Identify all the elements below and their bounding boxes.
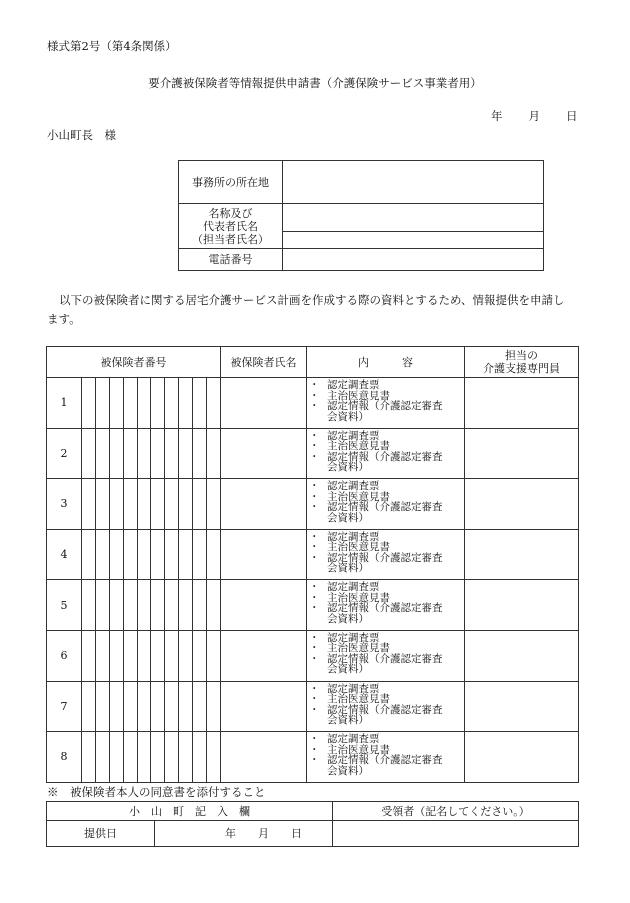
care-manager-header-line: 担当の bbox=[505, 349, 539, 362]
office-name-label-line: 名称及び bbox=[208, 206, 253, 220]
insured-number-digit-cell[interactable] bbox=[165, 732, 179, 783]
insured-number-digit-cell[interactable] bbox=[193, 580, 207, 631]
insured-number-digit-cell[interactable] bbox=[193, 428, 207, 479]
care-manager-cell[interactable] bbox=[465, 479, 579, 530]
content-item: ・ 認定調査票 bbox=[307, 684, 464, 695]
table-row bbox=[47, 630, 579, 681]
insured-number-digit-cell[interactable] bbox=[109, 681, 123, 732]
insured-number-digit-cell[interactable] bbox=[151, 428, 165, 479]
insured-number-digit-cell[interactable] bbox=[95, 529, 109, 580]
insured-name-cell[interactable] bbox=[221, 529, 307, 580]
addressee: 小山町長 様 bbox=[47, 128, 116, 142]
insured-number-digit-cell[interactable] bbox=[179, 378, 193, 429]
content-item: ・ 認定調査票 bbox=[307, 380, 464, 391]
insured-number-digit-cell[interactable] bbox=[137, 479, 151, 530]
insured-number-digit-cell[interactable] bbox=[179, 580, 193, 631]
content-item: ・ 認定情報（介護認定審査 bbox=[307, 603, 464, 614]
content-item: 会資料） bbox=[327, 511, 370, 524]
office-name-label-line: 代表者氏名 bbox=[203, 219, 258, 233]
intro-text-line: 以下の被保険者に関する居宅介護サービス計画を作成する際の資料とするため、情報提供を申請し bbox=[59, 293, 565, 307]
insured-name-cell[interactable] bbox=[221, 681, 307, 732]
recipient-name-field[interactable] bbox=[333, 821, 579, 847]
insured-name-header: 被保険者氏名 bbox=[221, 347, 307, 378]
care-manager-header bbox=[465, 347, 579, 378]
insured-name-cell[interactable] bbox=[221, 378, 307, 429]
office-name-field[interactable] bbox=[283, 204, 544, 232]
row-number: 5 bbox=[47, 580, 82, 631]
insured-number-digit-cell[interactable] bbox=[179, 479, 193, 530]
insured-number-digit-cell[interactable] bbox=[109, 732, 123, 783]
content-item: ・ 主治医意見書 bbox=[307, 694, 464, 705]
insured-number-digit-cell[interactable] bbox=[193, 529, 207, 580]
content-item: 会資料） bbox=[327, 410, 370, 423]
insured-persons-table bbox=[46, 346, 579, 783]
insured-number-digit-cell[interactable] bbox=[207, 732, 221, 783]
office-location-field[interactable] bbox=[283, 161, 544, 204]
content-item: ・ 主治医意見書 bbox=[307, 441, 464, 452]
content-item: ・ 認定情報（介護認定審査 bbox=[307, 755, 464, 766]
insured-number-digit-cell[interactable] bbox=[123, 732, 137, 783]
content-item: 会資料） bbox=[327, 714, 370, 727]
insured-number-digit-cell[interactable] bbox=[165, 580, 179, 631]
insured-number-digit-cell[interactable] bbox=[123, 580, 137, 631]
insured-number-digit-cell[interactable] bbox=[207, 681, 221, 732]
insured-number-digit-cell[interactable] bbox=[179, 681, 193, 732]
intro-text bbox=[47, 291, 587, 329]
content-cell bbox=[307, 580, 465, 631]
insured-name-cell[interactable] bbox=[221, 732, 307, 783]
insured-number-digit-cell[interactable] bbox=[179, 630, 193, 681]
content-cell bbox=[307, 732, 465, 783]
application-date bbox=[491, 108, 578, 124]
content-list bbox=[307, 582, 464, 624]
insured-number-digit-cell[interactable] bbox=[151, 529, 165, 580]
insured-number-digit-cell[interactable] bbox=[95, 378, 109, 429]
insured-number-digit-cell[interactable] bbox=[95, 580, 109, 631]
insured-number-digit-cell[interactable] bbox=[207, 378, 221, 429]
content-item: ・ 認定情報（介護認定審査 bbox=[307, 502, 464, 513]
provision-date-label: 提供日 bbox=[47, 821, 155, 847]
care-manager-cell[interactable] bbox=[465, 630, 579, 681]
date-year-label: 年 bbox=[491, 109, 503, 123]
intro-text-line: ます。 bbox=[47, 312, 81, 326]
care-manager-cell[interactable] bbox=[465, 428, 579, 479]
content-list bbox=[307, 380, 464, 422]
office-phone-label: 電話番号 bbox=[179, 249, 283, 271]
insured-number-digit-cell[interactable] bbox=[95, 630, 109, 681]
office-name-label bbox=[179, 204, 283, 249]
insured-number-digit-cell[interactable] bbox=[137, 732, 151, 783]
insured-number-digit-cell[interactable] bbox=[151, 580, 165, 631]
insured-name-cell[interactable] bbox=[221, 428, 307, 479]
insured-number-digit-cell[interactable] bbox=[82, 529, 96, 580]
insured-number-digit-cell[interactable] bbox=[137, 428, 151, 479]
insured-number-digit-cell[interactable] bbox=[82, 732, 96, 783]
insured-name-cell[interactable] bbox=[221, 479, 307, 530]
attachment-note: ※ 被保険者本人の同意書を添付すること bbox=[47, 785, 266, 799]
content-item: 会資料） bbox=[327, 663, 370, 676]
insured-number-digit-cell[interactable] bbox=[82, 428, 96, 479]
office-phone-field[interactable] bbox=[283, 249, 544, 271]
insured-number-digit-cell[interactable] bbox=[207, 428, 221, 479]
insured-number-digit-cell[interactable] bbox=[179, 529, 193, 580]
table-row bbox=[47, 428, 579, 479]
insured-number-digit-cell[interactable] bbox=[179, 428, 193, 479]
row-number: 6 bbox=[47, 630, 82, 681]
town-entry-table bbox=[46, 801, 579, 847]
insured-number-digit-cell[interactable] bbox=[123, 378, 137, 429]
care-manager-cell[interactable] bbox=[465, 681, 579, 732]
provision-date-day: 日 bbox=[291, 827, 302, 840]
content-list bbox=[307, 734, 464, 776]
insured-number-digit-cell[interactable] bbox=[109, 479, 123, 530]
document-title: 要介護被保険者等情報提供申請書（介護保険サービス事業者用） bbox=[148, 76, 482, 90]
insured-number-digit-cell[interactable] bbox=[207, 529, 221, 580]
content-item: ・ 認定情報（介護認定審査 bbox=[307, 654, 464, 665]
insured-number-digit-cell[interactable] bbox=[151, 630, 165, 681]
provision-date-month: 月 bbox=[258, 827, 269, 840]
content-item: ・ 主治医意見書 bbox=[307, 391, 464, 402]
care-manager-cell[interactable] bbox=[465, 529, 579, 580]
insured-number-digit-cell[interactable] bbox=[82, 580, 96, 631]
insured-number-digit-cell[interactable] bbox=[165, 529, 179, 580]
insured-number-header: 被保険者番号 bbox=[47, 347, 221, 378]
content-cell bbox=[307, 378, 465, 429]
content-item: ・ 主治医意見書 bbox=[307, 542, 464, 553]
content-item: ・ 主治医意見書 bbox=[307, 643, 464, 654]
content-list bbox=[307, 481, 464, 523]
insured-name-cell[interactable] bbox=[221, 630, 307, 681]
content-list bbox=[307, 532, 464, 574]
insured-number-digit-cell[interactable] bbox=[165, 630, 179, 681]
insured-number-digit-cell[interactable] bbox=[137, 630, 151, 681]
content-item: 会資料） bbox=[327, 461, 370, 474]
insured-number-digit-cell[interactable] bbox=[123, 479, 137, 530]
date-month-label: 月 bbox=[528, 109, 540, 123]
content-list bbox=[307, 684, 464, 726]
insured-number-digit-cell[interactable] bbox=[123, 681, 137, 732]
row-number: 1 bbox=[47, 378, 82, 429]
content-cell bbox=[307, 630, 465, 681]
care-manager-cell[interactable] bbox=[465, 732, 579, 783]
date-day-label: 日 bbox=[566, 109, 578, 123]
row-number: 7 bbox=[47, 681, 82, 732]
content-item: ・ 認定情報（介護認定審査 bbox=[307, 401, 464, 412]
table-row bbox=[47, 378, 579, 429]
content-item: ・ 認定調査票 bbox=[307, 582, 464, 593]
content-cell bbox=[307, 681, 465, 732]
insured-number-digit-cell[interactable] bbox=[137, 529, 151, 580]
insured-number-digit-cell[interactable] bbox=[109, 529, 123, 580]
insured-number-digit-cell[interactable] bbox=[123, 529, 137, 580]
insured-number-digit-cell[interactable] bbox=[82, 479, 96, 530]
insured-number-digit-cell[interactable] bbox=[193, 378, 207, 429]
insured-number-digit-cell[interactable] bbox=[207, 580, 221, 631]
content-item: ・ 認定情報（介護認定審査 bbox=[307, 553, 464, 564]
insured-number-digit-cell[interactable] bbox=[82, 630, 96, 681]
insured-number-digit-cell[interactable] bbox=[151, 732, 165, 783]
insured-number-digit-cell[interactable] bbox=[95, 428, 109, 479]
insured-number-digit-cell[interactable] bbox=[95, 732, 109, 783]
insured-number-digit-cell[interactable] bbox=[95, 681, 109, 732]
content-item: ・ 認定調査票 bbox=[307, 633, 464, 644]
content-item: ・ 主治医意見書 bbox=[307, 593, 464, 604]
row-number: 3 bbox=[47, 479, 82, 530]
content-item: ・ 認定調査票 bbox=[307, 431, 464, 442]
insured-number-digit-cell[interactable] bbox=[137, 681, 151, 732]
insured-number-digit-cell[interactable] bbox=[82, 378, 96, 429]
care-manager-cell[interactable] bbox=[465, 580, 579, 631]
content-cell bbox=[307, 428, 465, 479]
insured-name-cell[interactable] bbox=[221, 580, 307, 631]
form-number: 様式第2号（第4条関係） bbox=[47, 39, 177, 53]
insured-number-digit-cell[interactable] bbox=[193, 681, 207, 732]
table-row bbox=[47, 732, 579, 783]
insured-number-digit-cell[interactable] bbox=[193, 732, 207, 783]
table-row bbox=[47, 580, 579, 631]
content-item: 会資料） bbox=[327, 764, 370, 777]
insured-number-digit-cell[interactable] bbox=[165, 479, 179, 530]
recipient-header: 受領者（記名してください。） bbox=[333, 802, 579, 821]
care-manager-header-line: 介護支援専門員 bbox=[483, 362, 561, 375]
content-item: ・ 認定調査票 bbox=[307, 532, 464, 543]
content-item: ・ 認定調査票 bbox=[307, 481, 464, 492]
insured-number-digit-cell[interactable] bbox=[95, 479, 109, 530]
content-item: ・ 認定調査票 bbox=[307, 734, 464, 745]
row-number: 8 bbox=[47, 732, 82, 783]
insured-number-digit-cell[interactable] bbox=[151, 681, 165, 732]
town-entry-header: 小 山 町 記 入 欄 bbox=[47, 802, 333, 821]
insured-number-digit-cell[interactable] bbox=[109, 378, 123, 429]
row-number: 2 bbox=[47, 428, 82, 479]
content-list bbox=[307, 633, 464, 675]
insured-number-digit-cell[interactable] bbox=[151, 479, 165, 530]
insured-number-digit-cell[interactable] bbox=[123, 630, 137, 681]
provision-date-year: 年 bbox=[225, 827, 236, 840]
table-row bbox=[47, 479, 579, 530]
insured-number-digit-cell[interactable] bbox=[82, 681, 96, 732]
insured-number-digit-cell[interactable] bbox=[137, 580, 151, 631]
provision-date-field[interactable] bbox=[155, 821, 333, 847]
insured-number-digit-cell[interactable] bbox=[137, 378, 151, 429]
insured-number-digit-cell[interactable] bbox=[207, 630, 221, 681]
insured-number-digit-cell[interactable] bbox=[165, 681, 179, 732]
insured-number-digit-cell[interactable] bbox=[165, 428, 179, 479]
table-row bbox=[47, 529, 579, 580]
office-info-table bbox=[178, 160, 544, 271]
insured-number-digit-cell[interactable] bbox=[109, 630, 123, 681]
content-item: ・ 認定情報（介護認定審査 bbox=[307, 705, 464, 716]
insured-number-digit-cell[interactable] bbox=[193, 479, 207, 530]
office-location-label: 事務所の所在地 bbox=[179, 161, 283, 204]
insured-number-digit-cell[interactable] bbox=[151, 378, 165, 429]
care-manager-cell[interactable] bbox=[465, 378, 579, 429]
insured-number-digit-cell[interactable] bbox=[123, 428, 137, 479]
insured-number-digit-cell[interactable] bbox=[207, 479, 221, 530]
content-item: 会資料） bbox=[327, 612, 370, 625]
content-item: ・ 主治医意見書 bbox=[307, 745, 464, 756]
office-name-label-line: （担当者氏名） bbox=[192, 232, 269, 246]
table-row bbox=[47, 681, 579, 732]
insured-number-digit-cell[interactable] bbox=[109, 580, 123, 631]
insured-number-digit-cell[interactable] bbox=[179, 732, 193, 783]
content-cell bbox=[307, 529, 465, 580]
insured-number-digit-cell[interactable] bbox=[165, 378, 179, 429]
content-item: ・ 主治医意見書 bbox=[307, 492, 464, 503]
content-list bbox=[307, 431, 464, 473]
insured-number-digit-cell[interactable] bbox=[109, 428, 123, 479]
row-number: 4 bbox=[47, 529, 82, 580]
content-header: 内 容 bbox=[307, 347, 465, 378]
content-item: ・ 認定情報（介護認定審査 bbox=[307, 452, 464, 463]
office-contact-name-field[interactable] bbox=[283, 232, 544, 249]
content-cell bbox=[307, 479, 465, 530]
content-item: 会資料） bbox=[327, 562, 370, 575]
insured-number-digit-cell[interactable] bbox=[193, 630, 207, 681]
